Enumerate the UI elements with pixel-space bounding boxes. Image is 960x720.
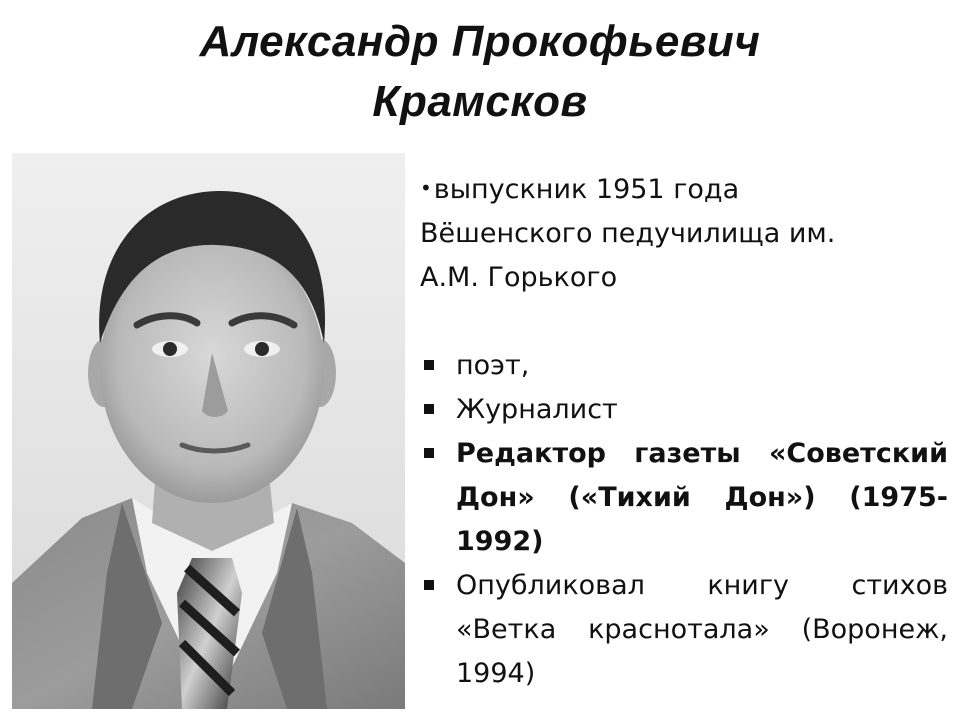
title-line-2: Крамсков [372,77,588,126]
fact-text: Редактор газеты «Советский Дон» («Тихий Дон») (1975-1992) [456,438,948,557]
square-bullet-icon [424,360,434,370]
portrait-illustration [12,153,405,709]
intro-line-1 [420,166,940,212]
fact-text: Журналист [456,394,618,425]
intro-text [420,166,940,300]
fact-item [420,432,948,564]
fact-item [420,388,948,432]
square-bullet-icon [424,448,434,458]
intro-line-2: Вёшенского педучилища им. [420,218,836,249]
fact-item [420,344,948,388]
square-bullet-icon [424,404,434,414]
square-bullet-icon [424,580,434,590]
intro-line-1-text: выпускник 1951 года [433,174,740,205]
fact-text: Опубликовал книгу стихов «Ветка краснотала» (Воронеж, 1994) [456,570,948,689]
fact-item [420,564,948,696]
portrait-photo [12,153,405,709]
fact-text: поэт, [456,350,530,381]
bullet-dot-icon: • [420,176,432,200]
facts-list [420,344,948,696]
slide-title [0,12,960,132]
intro-line-3: А.М. Горького [420,262,618,293]
title-line-1: Александр Прокофьевич [199,17,761,66]
